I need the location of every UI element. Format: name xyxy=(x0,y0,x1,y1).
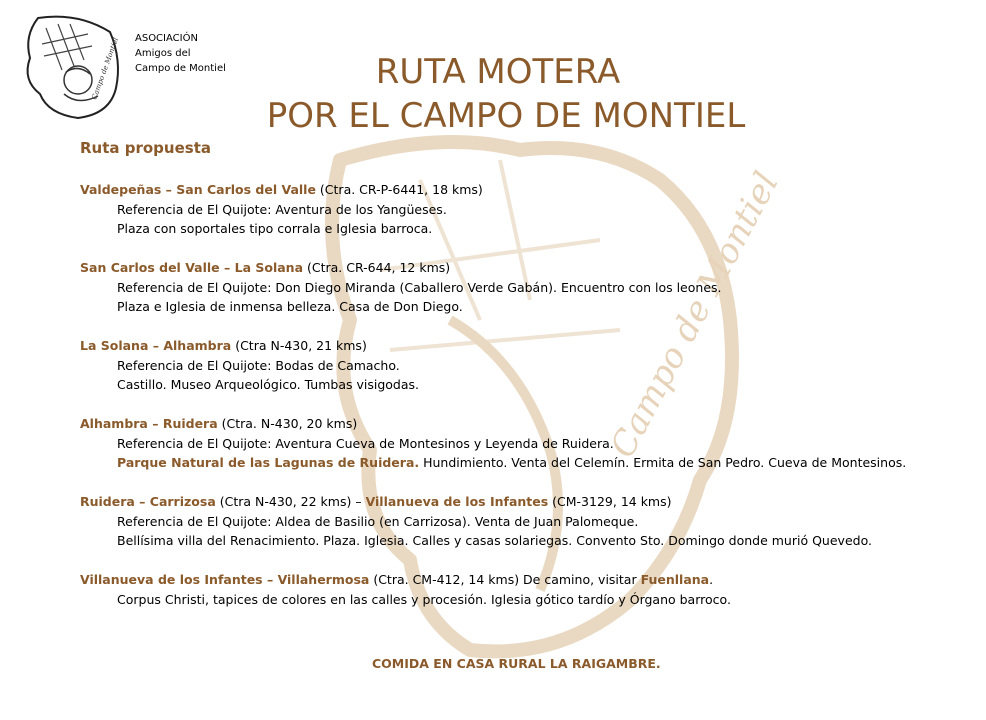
route-name: Valdepeñas – San Carlos del Valle xyxy=(80,182,316,197)
heading-end: . xyxy=(709,572,714,587)
route-description-text: Hundimiento. Venta del Celemín. Ermita de San Pedro. Cueva de Montesinos. xyxy=(419,455,907,470)
route-name-2: Villanueva de los Infantes xyxy=(365,494,549,509)
assoc-line-2: Amigos del xyxy=(135,48,191,59)
route-list xyxy=(80,180,940,629)
road-info: (Ctra. CR-644, 12 kms) xyxy=(303,260,451,275)
place-highlight: Fuenllana xyxy=(640,572,710,587)
natural-park-highlight: Parque Natural de las Lagunas de Ruidera. xyxy=(117,455,420,470)
route-section-2 xyxy=(80,258,940,317)
route-heading xyxy=(80,414,940,434)
route-section-1 xyxy=(80,180,940,239)
route-heading xyxy=(80,258,940,278)
route-name: La Solana – Alhambra xyxy=(80,338,232,353)
route-heading xyxy=(80,180,940,200)
route-description: Plaza con soportales tipo corrala e Iglesia barroca. xyxy=(117,221,433,236)
route-heading xyxy=(80,336,940,356)
assoc-line-3: Campo de Montiel xyxy=(135,63,226,74)
road-info: (Ctra N-430, 22 kms) – xyxy=(215,494,366,509)
quijote-reference: Referencia de El Quijote: Aldea de Basilio (en Carrizosa). Venta de Juan Palomeque. xyxy=(117,513,639,529)
lunch-note: COMIDA EN CASA RURAL LA RAIGAMBRE. xyxy=(372,656,661,671)
route-section-6 xyxy=(80,570,940,609)
road-info: (Ctra. N-430, 20 kms) xyxy=(217,416,358,431)
route-description: Bellísima villa del Renacimiento. Plaza. Iglesia. Calles y casas solariegas. Convento Sto. Domingo donde murió Quevedo. xyxy=(117,533,872,548)
route-description xyxy=(80,453,940,473)
route-section-4 xyxy=(80,414,940,473)
route-name: Villanueva de los Infantes – Villahermosa xyxy=(80,572,370,587)
page-title-line-2: POR EL CAMPO DE MONTIEL xyxy=(266,96,746,136)
quijote-reference: Referencia de El Quijote: Bodas de Camacho. xyxy=(117,357,400,373)
quijote-reference: Referencia de El Quijote: Aventura Cueva de Montesinos y Leyenda de Ruidera. xyxy=(117,435,614,451)
road-info: (Ctra. CR-P-6441, 18 kms) xyxy=(315,182,483,197)
section-subtitle: Ruta propuesta xyxy=(80,139,211,157)
road-info-2: (CM-3129, 14 kms) xyxy=(548,494,672,509)
logo-emblem-text: Campo de Montiel xyxy=(90,36,121,101)
route-name: San Carlos del Valle – La Solana xyxy=(80,260,304,275)
route-name: Alhambra – Ruidera xyxy=(80,416,218,431)
route-section-5 xyxy=(80,492,940,551)
route-heading xyxy=(80,570,940,590)
route-name: Ruidera – Carrizosa xyxy=(80,494,216,509)
route-heading xyxy=(80,492,940,512)
quijote-reference: Referencia de El Quijote: Don Diego Miranda (Caballero Verde Gabán). Encuentro con los leones. xyxy=(117,279,722,295)
route-description: Castillo. Museo Arqueológico. Tumbas visigodas. xyxy=(117,377,420,392)
watermark-text: Campo de Montiel xyxy=(602,165,787,465)
route-description: Corpus Christi, tapices de colores en las calles y procesión. Iglesia gótico tardío y Órgano barroco. xyxy=(117,591,731,607)
quijote-reference: Referencia de El Quijote: Aventura de los Yangüeses. xyxy=(117,201,447,217)
route-section-3 xyxy=(80,336,940,395)
route-description: Plaza e Iglesia de inmensa belleza. Casa de Don Diego. xyxy=(117,299,463,314)
road-info: (Ctra. CM-412, 14 kms) De camino, visitar xyxy=(369,572,641,587)
assoc-line-1: ASOCIACIÓN xyxy=(135,33,198,44)
page-title-line-1: RUTA MOTERA xyxy=(375,52,621,92)
road-info: (Ctra N-430, 21 kms) xyxy=(231,338,367,353)
